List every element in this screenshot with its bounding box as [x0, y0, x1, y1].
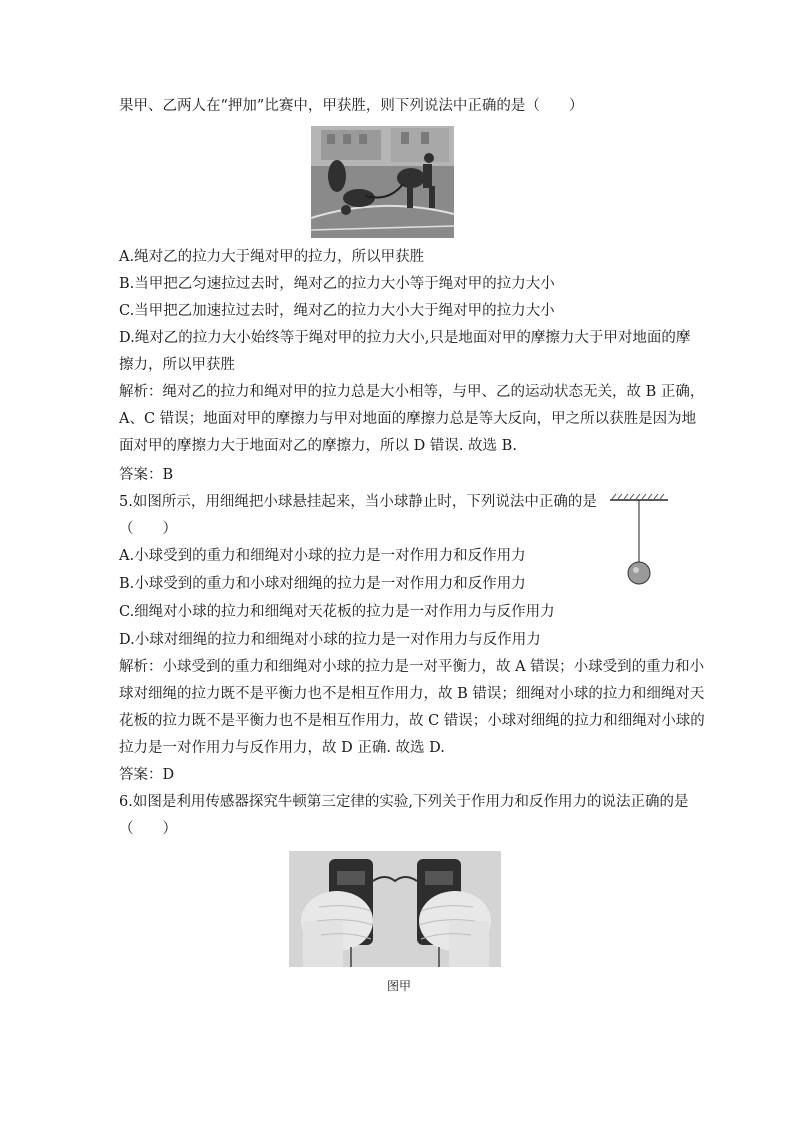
analysis-line-3: 面对甲的摩擦力大于地面对乙的摩擦力，所以 D 错误. 故选 B. — [119, 438, 517, 454]
tug-of-war-photo — [311, 126, 454, 238]
force-sensor-photo — [289, 851, 501, 967]
analysis-line-2: A、C 错误；地面对甲的摩擦力与甲对地面的摩擦力总是等大反向，甲之所以获胜是因为地 — [119, 411, 697, 427]
option-5c: C.细绳对小球的拉力和细绳对天花板的拉力是一对作用力与反作用力 — [119, 604, 555, 620]
analysis5-line-4: 拉力是一对作用力与反作用力，故 D 正确. 故选 D. — [119, 740, 445, 756]
option-5a: A.小球受到的重力和细绳对小球的拉力是一对作用力和反作用力 — [119, 548, 526, 564]
analysis5-line-3: 花板的拉力既不是平衡力也不是相互作用力，故 C 错误；小球对细绳的拉力和细绳对小球的 — [119, 713, 705, 729]
figure-caption: 图甲 — [387, 979, 412, 993]
option-b: B.当甲把乙匀速拉过去时，绳对乙的拉力大小等于绳对甲的拉力大小 — [119, 276, 555, 292]
answer-5: 答案：D — [119, 767, 175, 783]
analysis-line-1: 解析：绳对乙的拉力和绳对甲的拉力总是大小相等，与甲、乙的运动状态无关，故 B 正确， — [119, 384, 705, 400]
option-d-cont: 擦力，所以甲获胜 — [119, 357, 235, 373]
answer-4: 答案：B — [119, 467, 174, 483]
text-line-1: 果甲、乙两人在“押加”比赛中，甲获胜，则下列说法中正确的是（ ） — [119, 98, 584, 114]
question-6-paren: （ ） — [119, 821, 177, 837]
option-a: A.绳对乙的拉力大于绳对甲的拉力，所以甲获胜 — [119, 249, 425, 265]
option-d: D.绳对乙的拉力大小始终等于绳对甲的拉力大小,只是地面对甲的摩擦力大于甲对地面的摩 — [119, 330, 691, 346]
question-6: 6.如图是利用传感器探究牛顿第三定律的实验,下列关于作用力和反作用力的说法正确的是 — [119, 794, 689, 810]
option-5d: D.小球对细绳的拉力和细绳对小球的拉力是一对作用力与反作用力 — [119, 632, 541, 648]
question-5: 5.如图所示，用细绳把小球悬挂起来，当小球静止时，下列说法中正确的是 — [119, 494, 597, 510]
analysis5-line-2: 球对细绳的拉力既不是平衡力也不是相互作用力，故 B 错误；细绳对小球的拉力和细绳对天 — [119, 686, 705, 702]
option-c: C.当甲把乙加速拉过去时，绳对乙的拉力大小大于绳对甲的拉力大小 — [119, 303, 555, 319]
pendulum-diagram — [608, 492, 670, 590]
question-5-paren: （ ） — [119, 521, 177, 537]
analysis5-line-1: 解析：小球受到的重力和细绳对小球的拉力是一对平衡力，故 A 错误；小球受到的重力和小 — [119, 659, 705, 675]
option-5b: B.小球受到的重力和小球对细绳的拉力是一对作用力和反作用力 — [119, 576, 526, 592]
